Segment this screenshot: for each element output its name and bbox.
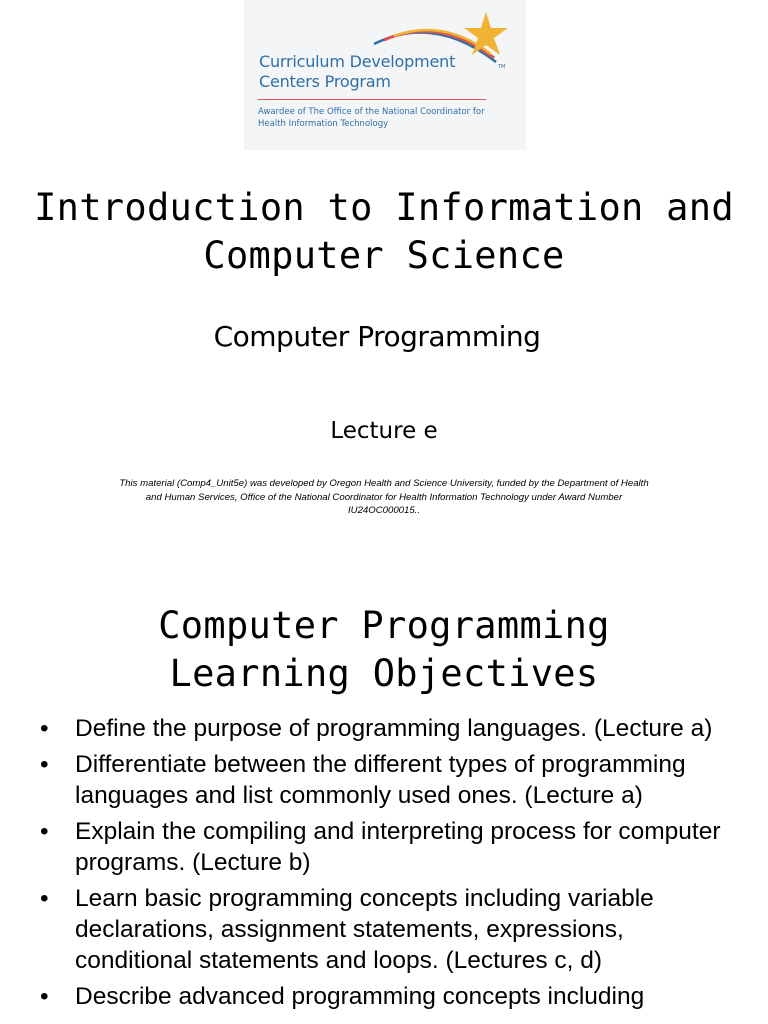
logo-divider: [258, 99, 486, 100]
logo-text-line2: Centers Program: [259, 72, 391, 91]
lecture-label: Lecture e: [330, 418, 438, 444]
credit-line1: This material (Comp4_Unit5e) was developed by Oregon Health and Science University, funded by the Department of Health: [119, 478, 649, 489]
bullet-icon: •: [40, 751, 49, 778]
credit-line3: IU24OC000015..: [348, 505, 420, 516]
objectives-title: [0, 602, 768, 698]
logo-text-line1: Curriculum Development: [259, 52, 456, 71]
logo-subtext-line1: Awardee of The Office of the National Coordinator for: [258, 107, 485, 117]
bullet-icon: •: [40, 715, 49, 742]
objective-text: Define the purpose of programming languages. (Lecture a): [75, 715, 713, 742]
bullet-icon: •: [40, 818, 49, 845]
cdcp-logo: [244, 0, 526, 150]
title-line1: Introduction to Information and: [34, 186, 734, 229]
slide-title: [0, 184, 768, 280]
bullet-icon: •: [40, 983, 49, 1010]
credit-line2: and Human Services, Office of the National Coordinator for Health Information Technology under Award Number: [145, 491, 623, 503]
objectives-title-line1: Computer Programming: [158, 604, 610, 647]
objective-text: Learn basic programming concepts including variable declarations, assignment statements, expressions, conditional statements and loops. (Lectures c, d): [75, 885, 654, 974]
trademark-mark: TM: [498, 64, 506, 70]
objective-item: [40, 816, 740, 878]
objective-text: Explain the compiling and interpreting process for computer programs. (Lecture b): [75, 818, 721, 876]
credit-note: [86, 477, 682, 518]
slide-subtitle: Computer Programming: [213, 320, 541, 353]
objectives-list: [40, 713, 740, 1017]
objectives-title-line2: Learning Objectives: [169, 652, 599, 695]
objective-text: Describe advanced programming concepts including: [75, 983, 645, 1010]
title-line2: Computer Science: [203, 234, 565, 277]
objective-item: [40, 713, 740, 744]
objective-text: Differentiate between the different types of programming languages and list commonly used ones. (Lecture a): [75, 751, 686, 809]
bullet-icon: •: [40, 885, 49, 912]
logo-subtext-line2: Health Information Technology: [258, 119, 389, 129]
objectives-slide: [0, 568, 768, 1024]
objective-item: [40, 749, 740, 811]
objective-item: [40, 883, 740, 976]
objective-item: [40, 981, 740, 1012]
